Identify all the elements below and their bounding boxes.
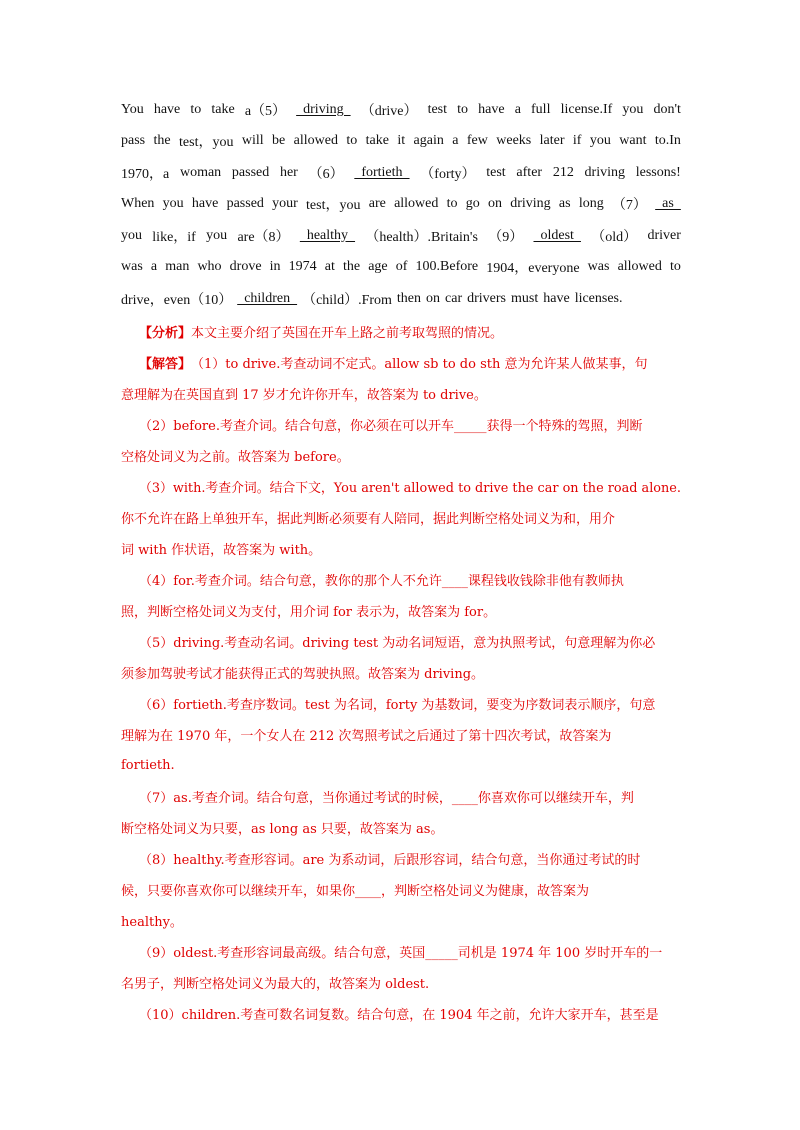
explanation-line xyxy=(121,719,681,750)
answer-blank: fortieth xyxy=(354,164,410,180)
passage-word: must xyxy=(511,290,539,306)
passage-word: （child）.From xyxy=(302,292,392,308)
passage-word: few xyxy=(466,133,488,149)
passage-word: be xyxy=(272,133,286,149)
passage-line-3 xyxy=(121,157,681,189)
passage-word: you xyxy=(622,101,644,117)
passage-line-5 xyxy=(121,220,681,252)
passage-word: on xyxy=(426,290,441,306)
passage-word: as xyxy=(558,196,571,212)
passage-word: 1970，a xyxy=(121,166,170,182)
passage-word: want xyxy=(619,133,647,149)
passage-word: drivers xyxy=(467,290,507,306)
passage-word: have xyxy=(543,290,570,306)
explanation-text: （9）oldest.考查形容词最高级。结合句意，英国_____司机是 1974 年 100 岁时开车的一 xyxy=(139,946,663,961)
explanation-line xyxy=(121,843,681,874)
passage-word: （9） xyxy=(488,229,524,245)
explanation-text: （8）healthy.考查形容词。are 为系动词，后跟形容词，结合句意，当你通过考试的时 xyxy=(139,853,641,868)
passage-word: full xyxy=(531,101,551,117)
passage-word: to xyxy=(670,259,681,275)
explanation-line xyxy=(121,967,681,998)
passage-word: a xyxy=(150,259,158,275)
explanation-text: 词 with 作状语，故答案为 with。 xyxy=(121,543,322,558)
passage-word: you xyxy=(589,133,611,149)
passage-word: age xyxy=(368,259,388,275)
explanation-line xyxy=(121,533,681,564)
passage-word: in xyxy=(269,259,281,275)
passage-line-2 xyxy=(121,126,681,158)
explanation-line xyxy=(121,409,681,440)
passage-word: drove xyxy=(229,259,262,275)
explanation-line xyxy=(121,347,681,378)
passage-word: test，you xyxy=(179,135,234,151)
passage-word: you xyxy=(206,227,228,243)
passage-word: her xyxy=(279,164,298,180)
passage-word: When xyxy=(121,196,155,212)
explanation-text: （2）before.考查介词。结合句意，你必须在可以开车_____获得一个特殊的驾照，判断 xyxy=(139,419,643,434)
passage-word: allowed xyxy=(617,259,662,275)
explanation-text: 理解为在 1970 年，一个女人在 212 次驾照考试之后通过了第十四次考试，故答案为 xyxy=(121,729,612,744)
passage-word: of xyxy=(395,259,408,275)
passage-word: licenses. xyxy=(574,290,623,306)
answer-blank: as xyxy=(655,196,681,212)
passage-word: a xyxy=(514,101,521,117)
passage-word: take xyxy=(365,133,389,149)
explanation-text: 照，判断空格处词义为支付，用介词 for 表示为，故答案为 for。 xyxy=(121,605,497,620)
passage-word: test，you xyxy=(306,198,361,214)
explanation-line xyxy=(121,626,681,657)
explanation-text: （5）driving.考查动名词。driving test 为动名词短语，意为执照考试，句意理解为你必 xyxy=(139,636,656,651)
passage-word: （7） xyxy=(611,198,647,214)
explanation-line xyxy=(121,750,681,781)
answer-explanations xyxy=(121,347,681,1029)
explanation-line xyxy=(121,905,681,936)
explanation-text: healthy。 xyxy=(121,915,183,930)
explanation-text: （4）for.考查介词。结合句意，教你的那个人不允许____课程钱收钱除非他有教师执 xyxy=(139,574,624,589)
passage-word: later xyxy=(539,133,565,149)
explanation-line xyxy=(121,378,681,409)
passage-word: （6） xyxy=(308,166,344,182)
passage-word: pass xyxy=(121,133,146,149)
analysis-text: 本文主要介绍了英国在开车上路之前考取驾照的情况。 xyxy=(191,326,504,341)
explanation-text: （1）to drive.考查动词不定式。allow sb to do sth 意为允许某人做某事，句 xyxy=(191,357,648,372)
passage-word: You xyxy=(121,101,144,117)
explanation-line xyxy=(121,874,681,905)
analysis-summary xyxy=(121,316,681,347)
passage-word: on xyxy=(487,196,502,212)
passage-word: to.In xyxy=(654,133,681,149)
explanation-line xyxy=(121,440,681,471)
passage-word: who xyxy=(197,259,222,275)
passage-word: passed xyxy=(231,164,270,180)
explanation-line xyxy=(121,564,681,595)
explanation-line xyxy=(121,781,681,812)
passage-word: weeks xyxy=(496,133,532,149)
passage-word: take xyxy=(211,101,235,117)
passage-word: then xyxy=(396,290,422,306)
passage-word: have xyxy=(478,101,505,117)
passage-word: again xyxy=(413,133,444,149)
passage-word: to xyxy=(190,101,202,117)
passage-line-7 xyxy=(121,283,681,315)
explanation-line xyxy=(121,502,681,533)
passage-word: test xyxy=(427,101,448,117)
passage-word: you xyxy=(162,196,184,212)
passage-word: driver xyxy=(647,227,681,243)
passage-word: car xyxy=(445,290,463,306)
passage-word: license.If xyxy=(560,101,613,117)
passage-word: 1904，everyone xyxy=(486,261,580,277)
passage-word: will xyxy=(241,133,264,149)
answer-blank: driving xyxy=(296,101,351,117)
passage-word: a xyxy=(452,133,459,149)
explanation-line xyxy=(121,595,681,626)
passage-word: are xyxy=(368,196,386,212)
passage-word: drive，even（10） xyxy=(121,292,233,308)
answer-blank: children xyxy=(237,290,298,306)
passage-line-1 xyxy=(121,94,681,126)
passage-word: was xyxy=(121,259,143,275)
passage-word: 1974 xyxy=(288,259,317,275)
passage-word: your xyxy=(272,196,298,212)
passage xyxy=(121,94,681,315)
passage-word: to xyxy=(446,196,458,212)
passage-word: a（5） xyxy=(244,103,287,119)
passage-word: （health）.Britain's xyxy=(365,229,478,245)
passage-word: if xyxy=(572,133,582,149)
passage-word: passed xyxy=(226,196,264,212)
passage-word: （forty） xyxy=(420,166,476,182)
passage-word: go xyxy=(465,196,480,212)
passage-word: have xyxy=(153,101,181,117)
explanation-text: 你不允许在路上单独开车，据此判断必须要有人陪同，据此判断空格处词义为和，用介 xyxy=(121,512,616,527)
passage-word: （old） xyxy=(591,229,638,245)
passage-word: don't xyxy=(653,101,681,117)
analysis-section xyxy=(121,316,681,1029)
analysis-label: 【分析】 xyxy=(139,326,192,341)
passage-word: have xyxy=(191,196,219,212)
explanation-text: 候，只要你喜欢你可以继续开车，如果你____，判断空格处词义为健康，故答案为 xyxy=(121,884,590,899)
explanation-text: 须参加驾驶考试才能获得正式的驾驶执照。故答案为 driving。 xyxy=(121,667,485,682)
passage-word: test xyxy=(486,164,506,180)
passage-word: after xyxy=(516,164,543,180)
explanation-line xyxy=(121,812,681,843)
passage-word: lessons! xyxy=(635,164,681,180)
passage-word: （drive） xyxy=(360,103,418,119)
explanation-line xyxy=(121,936,681,967)
passage-word: the xyxy=(153,133,171,149)
passage-word: driving xyxy=(510,196,551,212)
passage-word: it xyxy=(397,133,406,149)
passage-word: allowed xyxy=(293,133,338,149)
answer-label: 【解答】 xyxy=(139,357,192,372)
passage-word: to xyxy=(457,101,469,117)
passage-word: was xyxy=(587,259,610,275)
passage-word: long xyxy=(578,196,604,212)
passage-line-6 xyxy=(121,252,681,284)
explanation-text: （3）with.考查介词。结合下文，You aren't allowed to drive the car on the road alone. xyxy=(139,481,681,496)
explanation-text: 意理解为在英国直到 17 岁才允许你开车，故答案为 to drive。 xyxy=(121,388,487,403)
passage-word: you xyxy=(121,227,142,243)
explanation-line xyxy=(121,688,681,719)
explanation-text: 名男子，判断空格处词义为最大的，故答案为 oldest. xyxy=(121,977,430,992)
passage-word: the xyxy=(343,259,361,275)
answer-blank: oldest xyxy=(533,227,581,243)
explanation-text: 断空格处词义为只要，as long as 只要，故答案为 as。 xyxy=(121,822,444,837)
explanation-text: 空格处词义为之前。故答案为 before。 xyxy=(121,450,350,465)
explanation-text: fortieth. xyxy=(121,758,175,773)
passage-word: are（8） xyxy=(237,229,290,245)
passage-line-4 xyxy=(121,189,681,221)
passage-word: to xyxy=(346,133,358,149)
answer-blank: healthy xyxy=(299,227,356,243)
explanation-line xyxy=(121,471,681,502)
explanation-text: （6）fortieth.考查序数词。test 为名词，forty 为基数词，要变为序数词表示顺序，句意 xyxy=(139,698,656,713)
passage-word: 100.Before xyxy=(415,259,479,275)
passage-word: driving xyxy=(584,164,625,180)
passage-word: allowed xyxy=(394,196,439,212)
explanation-line xyxy=(121,657,681,688)
explanation-line xyxy=(121,998,681,1029)
passage-word: woman xyxy=(179,164,222,180)
passage-word: man xyxy=(165,259,190,275)
passage-word: like，if xyxy=(152,229,196,245)
explanation-text: （7）as.考查介词。结合句意，当你通过考试的时候，____你喜欢你可以继续开车，判 xyxy=(139,791,634,806)
explanation-text: （10）children.考查可数名词复数。结合句意，在 1904 年之前，允许大家开车，甚至是 xyxy=(139,1008,659,1023)
passage-word: at xyxy=(324,259,335,275)
passage-word: 212 xyxy=(552,164,574,180)
